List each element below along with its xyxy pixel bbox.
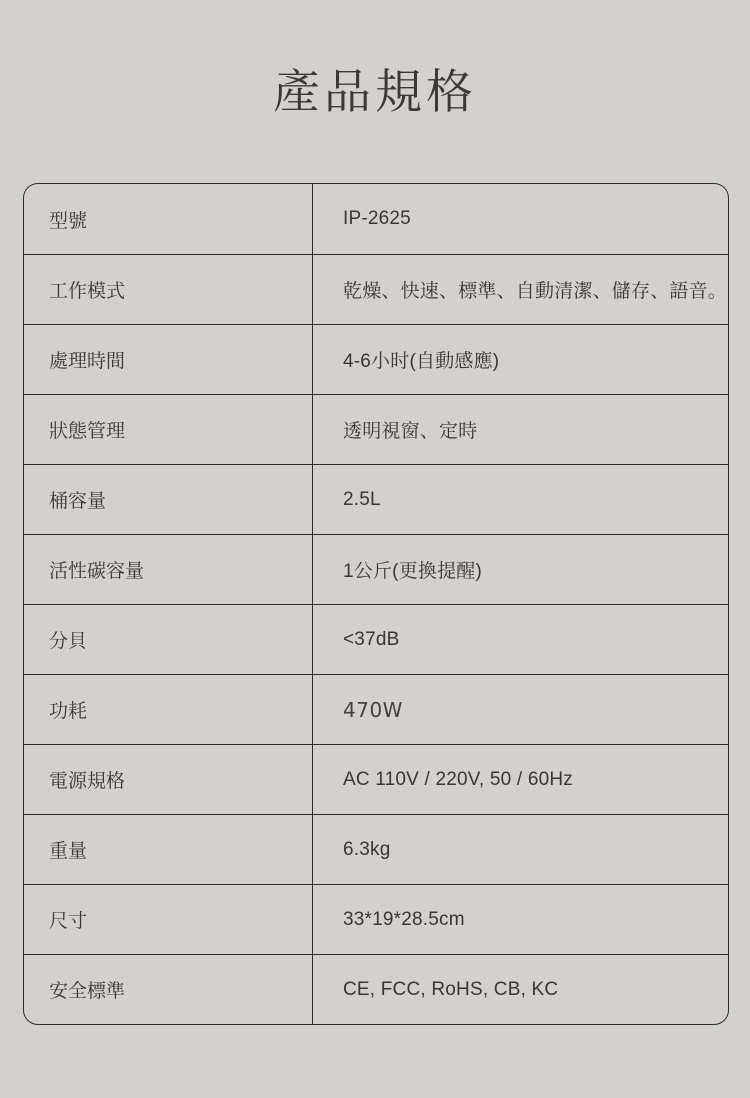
spec-label: 處理時間 — [24, 325, 313, 394]
table-row-power-consumption — [24, 674, 728, 744]
spec-label: 功耗 — [24, 675, 313, 744]
spec-value: 6.3kg — [343, 838, 391, 860]
spec-value: IP-2625 — [343, 208, 411, 229]
table-row-model — [24, 184, 728, 254]
spec-value: 透明視窗、定時 — [343, 421, 478, 442]
spec-label: 狀態管理 — [24, 395, 313, 464]
spec-value: 2.5L — [343, 488, 381, 510]
spec-label: 型號 — [24, 184, 313, 254]
spec-label: 工作模式 — [24, 255, 313, 324]
table-row-work-modes — [24, 254, 728, 324]
spec-value: CE, FCC, RoHS, CB, KC — [343, 978, 559, 1000]
product-spec-table — [23, 183, 729, 1025]
spec-value: <37dB — [343, 628, 400, 650]
spec-label: 尺寸 — [24, 885, 313, 954]
spec-label: 桶容量 — [24, 465, 313, 534]
spec-value: 470W — [343, 697, 403, 722]
spec-label: 活性碳容量 — [24, 535, 313, 604]
spec-value: 1公斤(更換提醒) — [343, 561, 483, 582]
table-row-safety-standards — [24, 954, 728, 1024]
table-row-bucket-capacity — [24, 464, 728, 534]
spec-value: 33*19*28.5cm — [343, 908, 465, 930]
table-row-decibel — [24, 604, 728, 674]
table-row-status-management — [24, 394, 728, 464]
spec-value: 乾燥、快速、標準、自動清潔、儲存、語音。 — [343, 281, 728, 302]
table-row-power-spec — [24, 744, 728, 814]
table-row-processing-time — [24, 324, 728, 394]
spec-label: 重量 — [24, 815, 313, 884]
spec-label: 電源規格 — [24, 745, 313, 814]
spec-label: 分貝 — [24, 605, 313, 674]
spec-label: 安全標準 — [24, 955, 313, 1024]
page-title: 產品規格 — [273, 65, 477, 118]
table-row-dimensions — [24, 884, 728, 954]
spec-value: 4-6小时(自動感應) — [343, 351, 500, 372]
table-row-carbon-capacity — [24, 534, 728, 604]
table-row-weight — [24, 814, 728, 884]
spec-value: AC 110V / 220V, 50 / 60Hz — [343, 768, 573, 790]
